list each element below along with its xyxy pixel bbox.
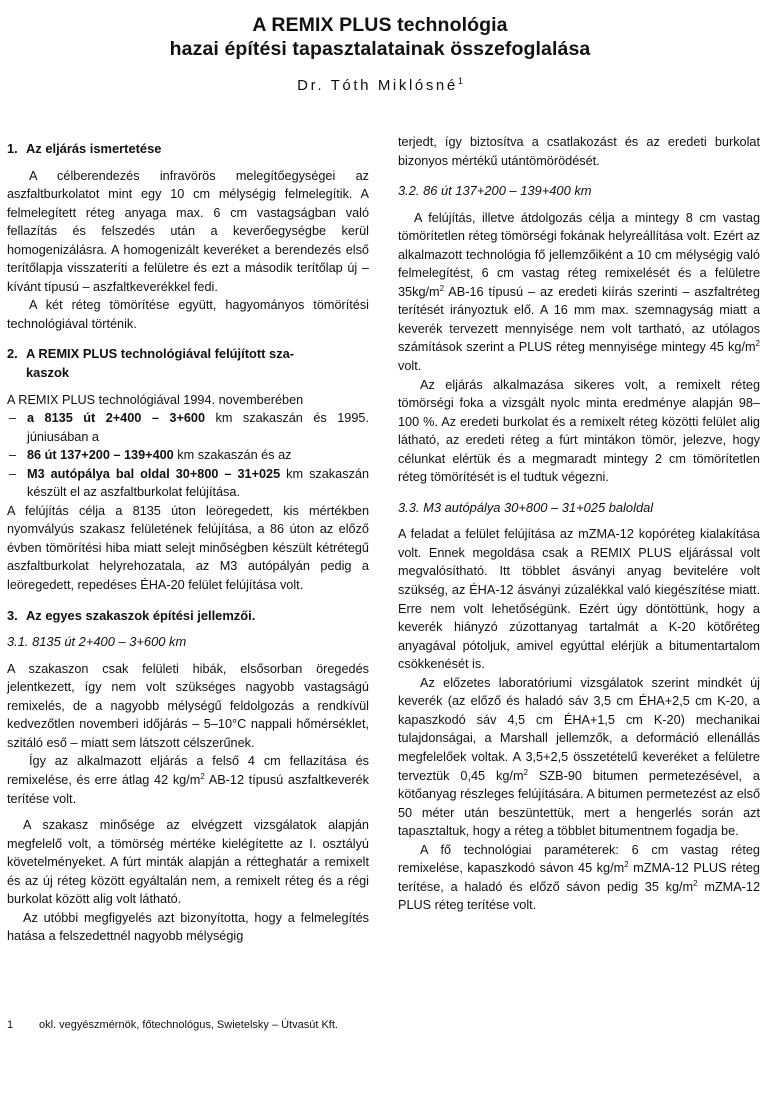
paragraph: terjedt, így biztosítva a csatlakozást és az eredeti burkolat bizonyos mértékű utántömörödését. xyxy=(398,135,760,168)
list-item: – M3 autópálya bal oldal 30+800 – 31+025 km szakaszán készült el az aszfaltburkolat felújítása. xyxy=(9,466,370,500)
subsection-3-2-heading: 3.2. 86 út 137+200 – 139+400 km xyxy=(398,183,592,199)
paper-title xyxy=(0,13,760,61)
section-2-heading-cont: kaszok xyxy=(26,365,69,381)
paragraph: A két réteg tömörítése együtt, hagyományos tömörítési technológiával történik. xyxy=(7,298,369,331)
subsection-3-3-heading: 3.3. M3 autópálya 30+800 – 31+025 baloldal xyxy=(398,499,654,515)
paragraph: A feladat a felület felújítása az mZMA-12 kopóréteg kialakítása volt. Ennek megoldása csak a REMIX PLUS eljárással volt megvalósítható. Itt többlet ásványi anyag bevitelére volt szükség, az ÉHA-12 ásványi zúzalékkal való kiegészítése miatt. Erre nem volt lehetőségünk. Ezért úgy döntöttünk, hogy a keverék hiányzó zúzottanyag tartalmát a K-20 kötőréteg anyagával pótoljuk, amivel egyúttal elérjük a bitumentartalom csökkenését is. xyxy=(398,527,760,672)
author-footnote-mark: 1 xyxy=(457,76,463,86)
list-item: – a 8135 út 2+400 – 3+600 km szakaszán és 1995. júniusában a xyxy=(9,411,369,444)
paragraph: Az eljárás alkalmazása sikeres volt, a remixelt réteg tömörségi foka a vizsgált nyolc minta eredménye alapján 98–100 %. Az eredeti burkolat és a remixelt réteg közötti felület alig látható, az eredeti réteg a fúrt mintákon tömör, jelezve, hogy célunkat elértük és a megmaradt mintegy 2 cm tömörítetlen réteg tömörítését is el tudtuk végezni. xyxy=(398,377,760,485)
author-name: Dr. Tóth Miklósné xyxy=(297,77,458,94)
list-item: – 86 út 137+200 – 139+400 km szakaszán és az xyxy=(9,448,292,463)
footnote xyxy=(7,1018,338,1032)
paragraph: A célberendezés infravörös melegítőegységei az aszfaltburkolatot mint egy 10 cm mélységig felmelegítik. A felmelegített réteg anyaga max. 6 cm vastagságban való fellazítás és felszedés után a keverőegységbe kerül homogenizálásra. A homogenizált keveréket a berendezés első terítőlapja visszateríti a felületre és ezt a második terítőlap új – kívánt típusú – aszfaltkeverékkel fedi. xyxy=(7,168,369,294)
paragraph: A REMIX PLUS technológiával 1994. novemberében xyxy=(7,392,304,407)
title-line-1: A REMIX PLUS technológia xyxy=(252,14,508,36)
section-2-heading: 2. A REMIX PLUS technológiával felújított sza- xyxy=(7,346,295,362)
footnote-text: okl. vegyészmérnök, főtechnológus, Swietelsky – Útvasút Kft. xyxy=(39,1019,338,1031)
subsection-3-1-heading: 3.1. 8135 út 2+400 – 3+600 km xyxy=(7,634,187,650)
section-3-heading: 3. Az egyes szakaszok építési jellemzői. xyxy=(7,607,256,623)
paragraph: A szakaszon csak felületi hibák, elsősorban öregedés jelentkezett, így nem volt szükséges nagyobb vastagságú remixelés, de a nagyobb mélységű feldolgozás a rendkívül kedvezőtlen novemberi időjárás – 5–10°C nappali hőmérséklet, szitáló eső – miatt sem látszott célszerűnek. xyxy=(7,661,369,750)
right-column xyxy=(398,133,760,915)
paragraph: A felújítás, illetve átdolgozás célja a mintegy 8 cm vastag tömörítetlen réteg tömörségi fokának helyreállítása volt. Ezért az alkalmazott technológia fő jellemzőiként a 10 cm mélységig való felmelegítést, 6 cm vastag réteg remixelését és a felületre $35kg/m^2$ AB-16 típusú – az eredeti kiírás szerinti – aszfaltréteg terítését irányoztuk elő. A 16 mm max. szemnagyság miatt a keverék tervezett mennyisége nem volt tartható, az utólagos számítások szerint a PLUS réteg mennyisége mintegy 45 $kg/m^2$ volt. xyxy=(398,210,760,374)
author-line xyxy=(0,77,760,95)
paragraph: A fő technológiai paraméterek: 6 cm vastag réteg remixelése, kapaszkodó sávon 45 $kg/m^2$ mZMA-12 PLUS réteg terítése, a haladó és előző sávon pedig 35 $kg/m^2$ mZMA-12 PLUS réteg terítése volt. xyxy=(398,842,760,913)
footnote-number: 1 xyxy=(7,1019,14,1031)
section-1-heading: 1. Az eljárás ismertetése xyxy=(7,141,162,156)
title-line-2: hazai építési tapasztalatainak összefoglalása xyxy=(169,38,591,60)
paragraph: A szakasz minősége az elvégzett vizsgálatok alapján megfelelő volt, a tömörség mértéke kielégítette az I. osztályú követelményeket. A fúrt minták alapján a rétteghatár a remixelt és az új réteg között egyáltalán nem, a remixelt réteg és a régi burkolat között alig volt látható. xyxy=(7,818,369,907)
left-column xyxy=(7,140,369,946)
paragraph: Az utóbbi megfigyelés azt bizonyította, hogy a felmelegítés hatása a felszedettnél nagyobb mélységig xyxy=(7,910,369,944)
paragraph: Az előzetes laboratóriumi vizsgálatok szerint mindkét új keverék (az előző és haladó sáv 3,5 cm ÉHA+2,5 cm K-20, a kapaszkodó sáv 4,5 cm ÉHA+1,5 cm K-20) mechanikai tulajdonságai, a Marshall jellemzők, a deformáció ellenállás megfelelőek voltak. A 3,5+2,5 összetételű keveréket a felületre terveztük 0,45 $kg/m^2$ SZB-90 bitumen permetezésével, a kötőanyag részleges felújítására. A bitumen permetezést az első 50 méter után beszüntettük, mert a hengerlés során azt tapasztaltuk, hogy a réteg a többlet bitumentnem fogadja be. xyxy=(398,675,760,839)
paragraph: Így az alkalmazott eljárás a felső 4 cm fellazítása és remixelése, és erre átlag 42 $kg/m^2$ AB-12 típusú aszfaltkeverék terítése volt. xyxy=(7,754,369,806)
paragraph: A felújítás célja a 8135 úton leöregedett, kis mértékben nyomvályús szakasz felületének felújítása, a 86 úton az előző évben tömörítési hiba miatt selejt minőségben készült kétrétegű aszfaltburkolat helyrehozatala, az M3 autópályán pedig a leöregedett, repedéses ÉHA-20 felület felújítása volt. xyxy=(7,503,369,593)
